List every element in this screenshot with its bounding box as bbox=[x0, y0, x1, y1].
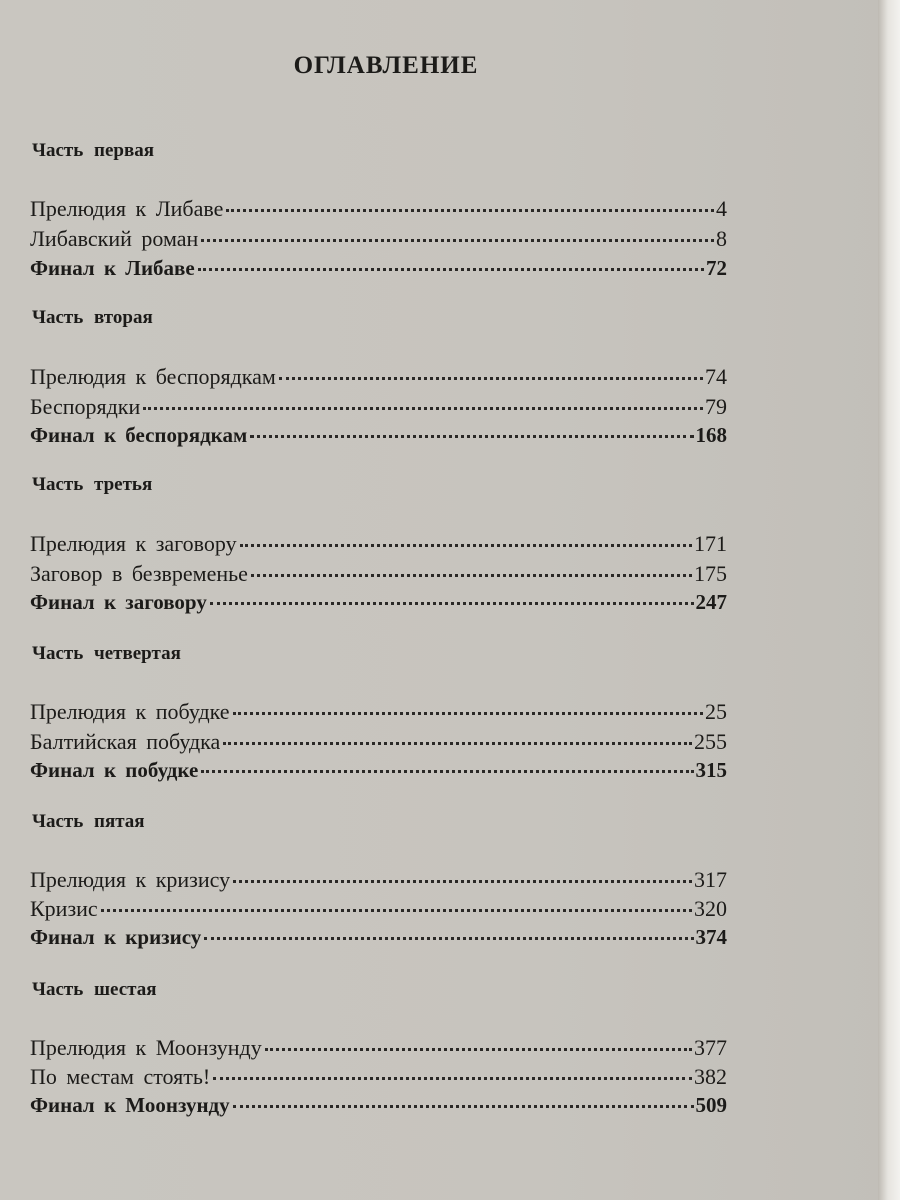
dot-leader bbox=[210, 602, 694, 605]
toc-title: ОГЛАВЛЕНИЕ bbox=[293, 52, 479, 79]
toc-entry bbox=[30, 394, 727, 422]
dot-leader bbox=[251, 574, 692, 577]
part-heading: Часть первая bbox=[32, 140, 154, 161]
entry-title: Финал к заговору bbox=[30, 590, 207, 614]
entry-page: 247 bbox=[695, 590, 727, 614]
entry-page: 175 bbox=[694, 561, 727, 586]
entry-page: 72 bbox=[706, 256, 727, 280]
entry-title: Балтийская побудка bbox=[30, 729, 221, 754]
entry-page: 171 bbox=[694, 531, 727, 556]
dot-leader bbox=[250, 435, 693, 438]
toc-entry bbox=[30, 1035, 727, 1063]
entry-title: Прелюдия к беспорядкам bbox=[30, 364, 276, 389]
entry-title: Финал к Либаве bbox=[30, 256, 195, 280]
entry-title: Финал к Моонзунду bbox=[30, 1093, 230, 1117]
dot-leader bbox=[233, 1105, 694, 1108]
entry-page: 315 bbox=[695, 758, 727, 782]
entry-page: 374 bbox=[695, 925, 727, 949]
dot-leader bbox=[204, 937, 693, 940]
entry-title: Прелюдия к кризису bbox=[30, 867, 231, 892]
entry-page: 79 bbox=[705, 394, 727, 419]
entry-title: Прелюдия к Либаве bbox=[30, 196, 224, 221]
dot-leader bbox=[233, 712, 703, 715]
dot-leader bbox=[265, 1048, 692, 1051]
toc-entry bbox=[30, 925, 727, 953]
part-heading: Часть вторая bbox=[32, 307, 153, 328]
entry-title: Прелюдия к Моонзунду bbox=[30, 1035, 262, 1060]
toc-entry bbox=[30, 758, 727, 786]
part-heading: Часть третья bbox=[32, 474, 153, 495]
toc-entry bbox=[30, 699, 727, 727]
dot-leader bbox=[240, 544, 692, 547]
toc-entry bbox=[30, 590, 727, 618]
toc-entry bbox=[30, 867, 727, 895]
dot-leader bbox=[201, 770, 693, 773]
dot-leader bbox=[201, 239, 714, 242]
entry-title: Беспорядки bbox=[30, 394, 141, 419]
entry-page: 255 bbox=[694, 729, 727, 754]
part-heading: Часть шестая bbox=[32, 979, 157, 1000]
entry-title: Прелюдия к заговору bbox=[30, 531, 237, 556]
toc-entry bbox=[30, 364, 727, 392]
page-edge bbox=[878, 0, 900, 1200]
dot-leader bbox=[101, 909, 692, 912]
entry-page: 168 bbox=[695, 423, 727, 447]
part-heading: Часть четвертая bbox=[32, 643, 181, 664]
dot-leader bbox=[213, 1077, 692, 1080]
toc-entry bbox=[30, 1064, 727, 1092]
entry-title: Кризис bbox=[30, 896, 98, 921]
entry-title: Финал к кризису bbox=[30, 925, 202, 949]
entry-page: 4 bbox=[716, 196, 727, 221]
entry-page: 320 bbox=[694, 896, 727, 921]
dot-leader bbox=[223, 742, 692, 745]
dot-leader bbox=[233, 880, 692, 883]
entry-title: Финал к побудке bbox=[30, 758, 199, 782]
entry-page: 382 bbox=[694, 1064, 727, 1089]
dot-leader bbox=[279, 377, 703, 380]
entry-page: 509 bbox=[695, 1093, 727, 1117]
entry-page: 8 bbox=[716, 226, 727, 251]
dot-leader bbox=[143, 407, 703, 410]
dot-leader bbox=[226, 209, 714, 212]
entry-title: Прелюдия к побудке bbox=[30, 699, 230, 724]
entry-title: По местам стоять! bbox=[30, 1064, 211, 1089]
toc-entry bbox=[30, 729, 727, 757]
entry-page: 317 bbox=[694, 867, 727, 892]
toc-entry bbox=[30, 196, 727, 224]
dot-leader bbox=[198, 268, 704, 271]
toc-entry bbox=[30, 531, 727, 559]
entry-title: Заговор в безвременье bbox=[30, 561, 248, 586]
toc-entry bbox=[30, 561, 727, 589]
entry-page: 74 bbox=[705, 364, 727, 389]
toc-entry bbox=[30, 1093, 727, 1121]
entry-title: Финал к беспорядкам bbox=[30, 423, 248, 447]
part-heading: Часть пятая bbox=[32, 811, 145, 832]
entry-page: 25 bbox=[705, 699, 727, 724]
toc-entry bbox=[30, 256, 727, 284]
toc-entry bbox=[30, 896, 727, 924]
toc-entry bbox=[30, 423, 727, 451]
entry-page: 377 bbox=[694, 1035, 727, 1060]
entry-title: Либавский роман bbox=[30, 226, 199, 251]
toc-entry bbox=[30, 226, 727, 254]
